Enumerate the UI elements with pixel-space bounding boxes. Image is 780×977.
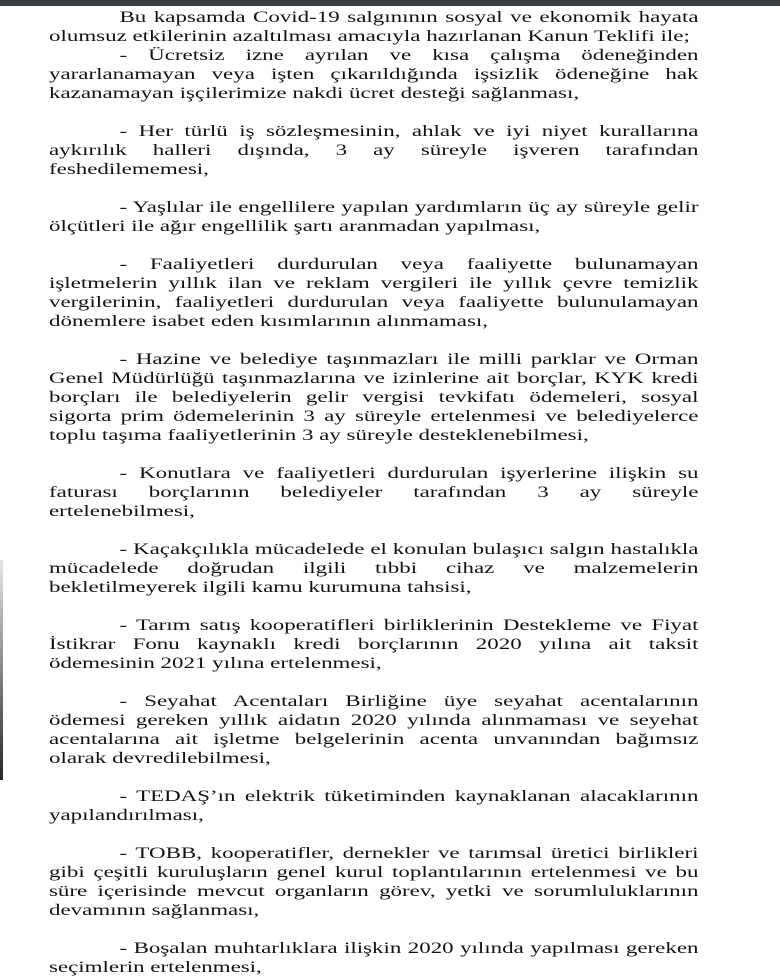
window-top-bar — [0, 0, 780, 6]
document-page — [49, 8, 699, 977]
list-item: - Faaliyetleri durdurulan veya faaliyette bulunamayan işletmelerin yıllık ilan ve reklam vergileri ile yıllık çevre temizlik vergilerinin, faaliyetleri durdurulan veya faaliyette bulunulamayan dönemlere isabet eden kısımlarının alınmaması, — [49, 256, 699, 330]
scan-edge-shadow — [0, 560, 3, 780]
list-item: - TEDAŞ’ın elektrik tüketiminden kaynaklanan alacaklarının yapılandırılması, — [49, 788, 699, 824]
list-item: - Tarım satış kooperatifleri birliklerinin Destekleme ve Fiyat İstikrar Fonu kaynaklı kredi borçlarının 2020 yılına ait taksit ödemesinin 2021 yılına ertelenmesi, — [49, 617, 699, 672]
list-item: - Hazine ve belediye taşınmazları ile milli parklar ve Orman Genel Müdürlüğü taşınmazlarına ve izinlerine ait borçlar, KYK kredi borçları ile belediyelerin gelir vergisi tevkifatı ödemeleri, sosyal sigorta prim ödemelerinin 3 ay süreyle ertelenmesi ve belediyelerce toplu taşıma faaliyetlerinin 3 ay süreyle desteklenebilmesi, — [49, 351, 699, 444]
list-item: - Seyahat Acentaları Birliğine üye seyahat acentalarının ödemesi gereken yıllık aidatın 2020 yılında alınmaması ve seyehat acentalarına ait işletme belgelerinin acenta unvanından bağımsız olarak devredilebilmesi, — [49, 693, 699, 767]
list-item: - Boşalan muhtarlıklara ilişkin 2020 yılında yapılması gereken seçimlerin ertelenmesi, — [49, 940, 699, 976]
intro-paragraph: Bu kapsamda Covid-19 salgınının sosyal ve ekonomik hayata olumsuz etkilerinin azaltılması amacıyla hazırlanan Kanun Teklifi ile; — [49, 9, 699, 45]
list-item: - Her türlü iş sözleşmesinin, ahlak ve iyi niyet kurallarına aykırılık halleri dışında, 3 ay süreyle işveren tarafından feshedilememesi, — [49, 123, 699, 178]
list-item: - TOBB, kooperatifler, dernekler ve tarımsal üretici birlikleri gibi çeşitli kuruluşların genel kurul toplantılarının ertelenmesi ve bu süre içerisinde mevcut organların görev, yetki ve sorumluluklarının devamının sağlanması, — [49, 845, 699, 919]
list-item: - Konutlara ve faaliyetleri durdurulan işyerlerine ilişkin su faturası borçlarının belediyeler tarafından 3 ay süreyle ertelenebilmesi, — [49, 465, 699, 520]
list-item: - Ücretsiz izne ayrılan ve kısa çalışma ödeneğinden yararlanamayan veya işten çıkarıldığında işsizlik ödeneğine hak kazanamayan işçilerimize nakdi ücret desteği sağlanması, — [49, 47, 699, 102]
list-item: - Yaşlılar ile engellilere yapılan yardımların üç ay süreyle gelir ölçütleri ile ağır engellilik şartı aranmadan yapılması, — [49, 199, 699, 235]
list-item: - Kaçakçılıkla mücadelede el konulan bulaşıcı salgın hastalıkla mücadelede doğrudan ilgili tıbbi cihaz ve malzemelerin bekletilmeyerek ilgili kamu kurumuna tahsisi, — [49, 541, 699, 596]
